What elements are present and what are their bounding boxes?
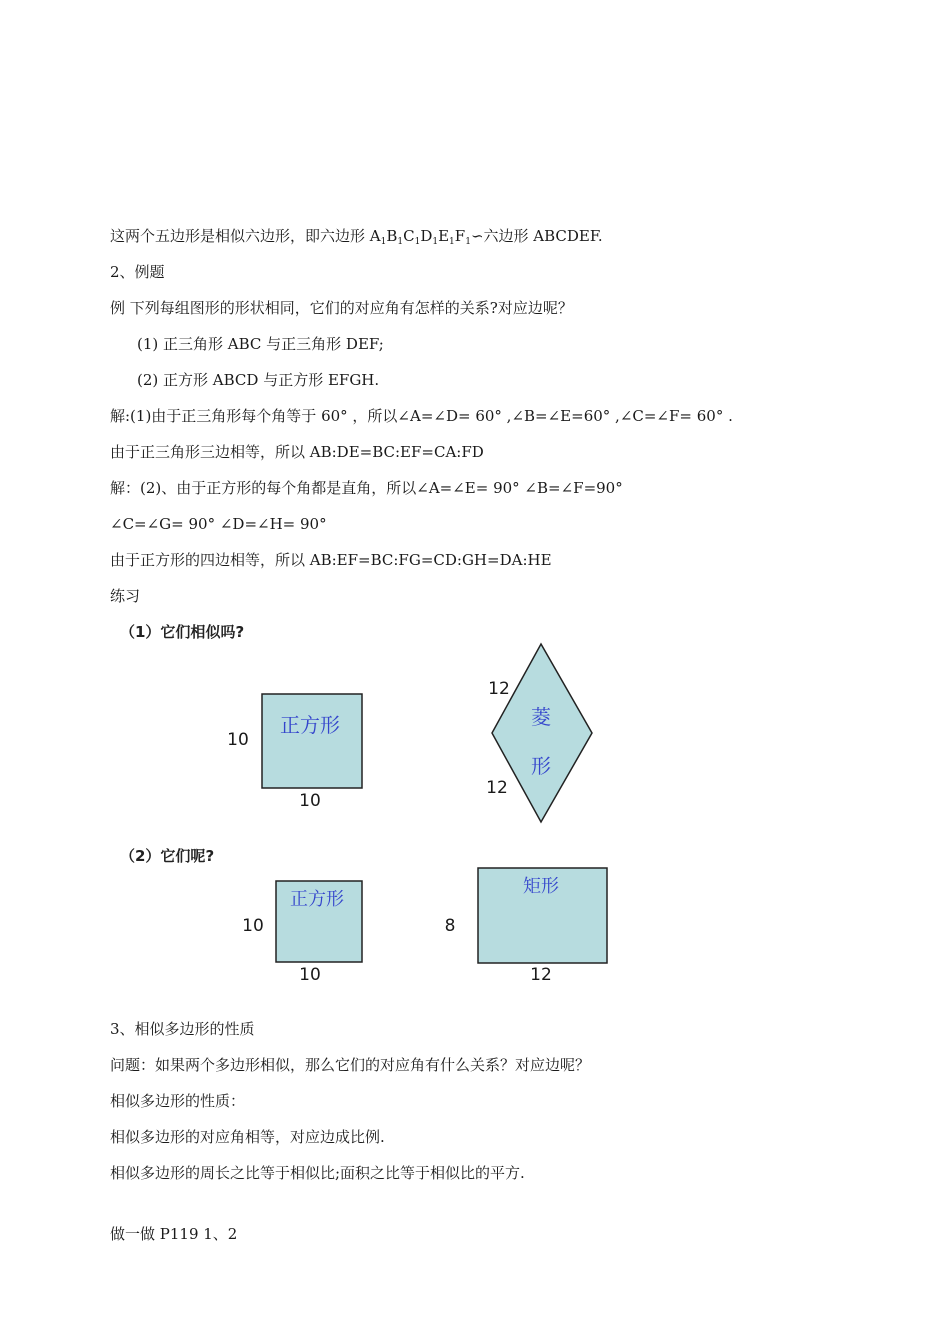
- property-1: 相似多边形的对应角相等，对应边成比例.: [110, 1128, 385, 1146]
- property-2: 相似多边形的周长之比等于相似比;面积之比等于相似比的平方.: [110, 1164, 525, 1182]
- section-2-heading: 2、例题: [110, 263, 165, 281]
- question-2-label: （2）它们呢?: [120, 847, 215, 865]
- rhombus-figure: [486, 644, 592, 822]
- solution-2-angles: ∠C=∠G= 90° ∠D=∠H= 90°: [110, 515, 327, 533]
- rhombus-bottom-side: 12: [486, 778, 508, 798]
- square-bottom-side: 10: [299, 791, 321, 811]
- property-heading: 相似多边形的性质：: [110, 1092, 246, 1110]
- solution-1: 解:(1)由于正三角形每个角等于 60° ，所以∠A=∠D= 60° ,∠B=∠E=60° ,∠C=∠F= 60° .: [110, 407, 733, 425]
- square-label: 正方形: [290, 889, 344, 910]
- example-item-1: (1) 正三角形 ABC 与正三角形 DEF;: [137, 335, 384, 353]
- section-3-heading: 3、相似多边形的性质: [110, 1020, 255, 1038]
- exercise-reference: 做一做 P119 1、2: [110, 1225, 238, 1243]
- square-left-side: 10: [227, 730, 249, 750]
- square-label: 正方形: [280, 713, 340, 737]
- square-shape: [262, 694, 362, 788]
- rhombus-top-side: 12: [488, 679, 510, 699]
- solution-1-sides: 由于正三角形三边相等，所以 AB:DE=BC:EF=CA:FD: [110, 443, 484, 461]
- property-question: 问题：如果两个多边形相似，那么它们的对应角有什么关系？对应边呢？: [110, 1056, 591, 1074]
- example-item-2: (2) 正方形 ABCD 与正方形 EFGH.: [137, 371, 380, 389]
- rectangle-bottom-side: 12: [530, 965, 552, 985]
- square-figure-1: [227, 694, 362, 811]
- rectangle-left-side: 8: [444, 916, 456, 936]
- practice-heading: 练习: [110, 587, 141, 605]
- example-question: 例 下列每组图形的形状相同，它们的对应角有怎样的关系?对应边呢？: [110, 299, 573, 317]
- rectangle-label: 矩形: [523, 876, 559, 897]
- rhombus-label-top: 菱: [531, 705, 551, 729]
- question-1-label: （1）它们相似吗?: [120, 623, 245, 641]
- solution-2-sides: 由于正方形的四边相等，所以 AB:EF=BC:FG=CD:GH=DA:HE: [110, 551, 552, 569]
- square-bottom-side: 10: [299, 965, 321, 985]
- similar-hexagon-statement: 这两个五边形是相似六边形，即六边形 $A_1B_1C_1D_1E_1F_1∽$六边形 ABCDEF.: [110, 227, 603, 247]
- square-left-side: 10: [242, 916, 264, 936]
- square-figure-2: [242, 881, 362, 985]
- rhombus-label-bottom: 形: [531, 754, 551, 778]
- solution-2: 解：(2)、由于正方形的每个角都是直角，所以∠A=∠E= 90° ∠B=∠F=90°: [110, 479, 623, 497]
- rectangle-figure: [445, 868, 607, 985]
